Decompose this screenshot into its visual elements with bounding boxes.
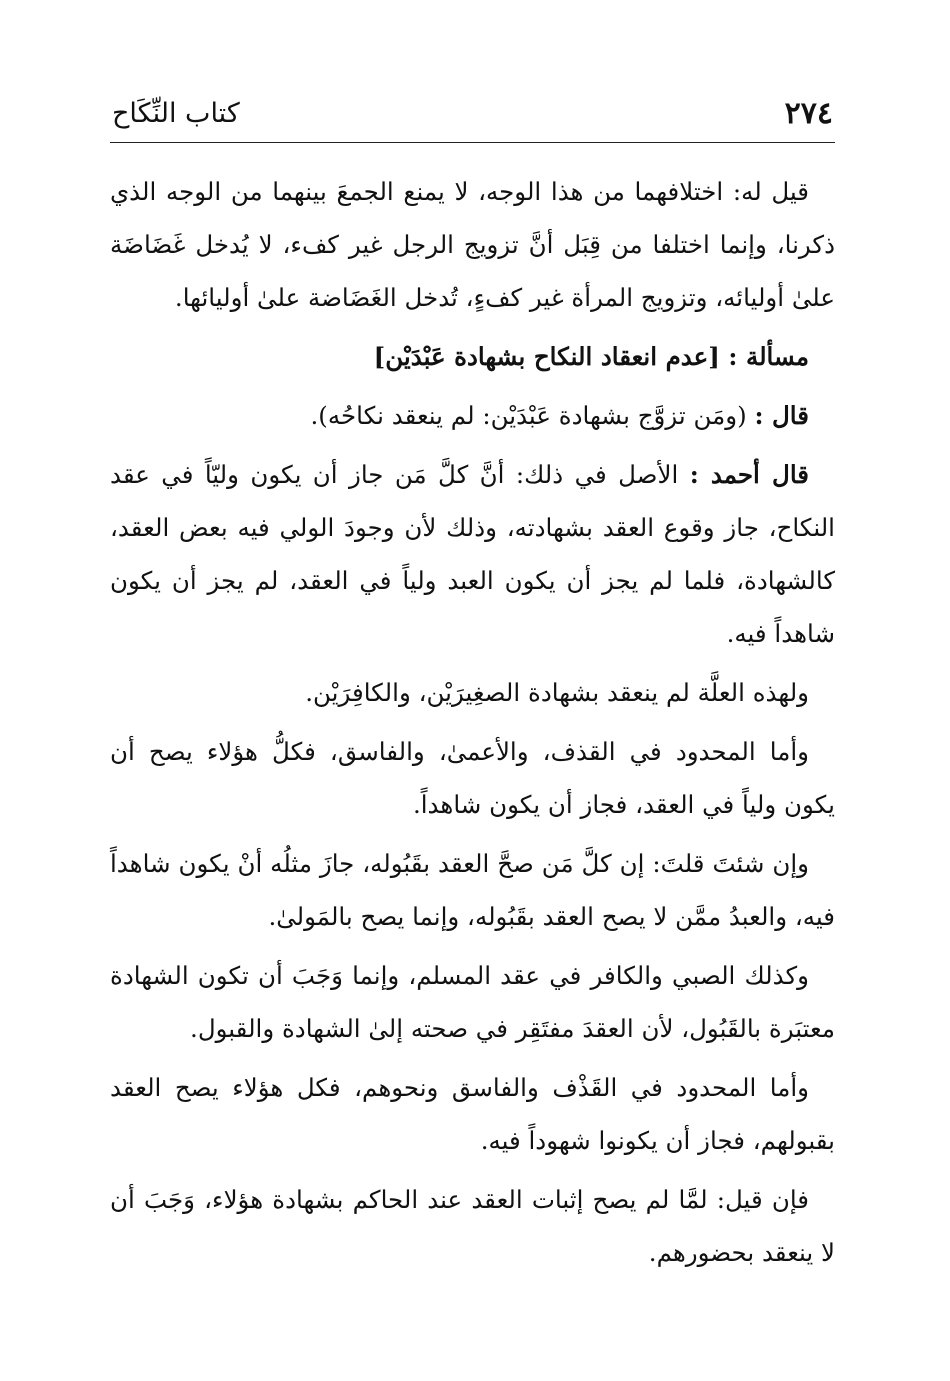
page-number: ٢٧٤	[784, 96, 833, 131]
paragraph-text: وإن شئتَ قلتَ: إن كلَّ مَن صحَّ العقد بقَبُوله، جازَ مثلُه أنْ يكون شاهداً فيه، والعبدُ ممَّن لا يصح العقد بقَبُوله، وإنما يصح بالمَولىٰ.	[110, 849, 835, 931]
paragraph-text: فإن قيل: لمَّا لم يصح إثبات العقد عند الحاكم بشهادة هؤلاء، وَجَبَ أن لا ينعقد بحضورهم.	[110, 1185, 835, 1267]
paragraph-text: وأما المحدود في القَذْف والفاسق ونحوهم، فكل هؤلاء يصح العقد بقبولهم، فجاز أن يكونوا شهوداً فيه.	[110, 1073, 835, 1155]
paragraph-text: ولهذه العلَّة لم ينعقد بشهادة الصغِيرَيْن، والكافِرَيْن.	[305, 678, 809, 707]
paragraph	[110, 1173, 835, 1279]
paragraph	[110, 666, 835, 719]
paragraph	[110, 165, 835, 324]
paragraph	[110, 389, 835, 442]
paragraph-text: الأصل في ذلك: أنَّ كلَّ مَن جاز أن يكون وليّاً في عقد النكاح، جاز وقوع العقد بشهادته، وذلك لأن وجودَ الولي فيه بعض العقد، كالشهادة، فلما لم يجز أن يكون العبد ولياً في العقد، لم يجز أن يكون شاهداً فيه.	[110, 460, 835, 648]
paragraph	[110, 949, 835, 1055]
paragraph	[110, 1061, 835, 1167]
paragraph-text: وكذلك الصبي والكافر في عقد المسلم، وإنما وَجَبَ أن تكون الشهادة معتبَرة بالقَبُول، لأن العقدَ مفتَقِر في صحته إلىٰ الشهادة والقبول.	[110, 961, 835, 1043]
issue-title: [عدم انعقاد النكاح بشهادة عَبْدَيْن]	[373, 342, 720, 371]
page-header	[110, 90, 835, 143]
paragraph	[110, 725, 835, 831]
paragraph-lead: قال أحمد :	[689, 460, 809, 489]
paragraph-lead: قال :	[754, 401, 809, 430]
paragraph-lead: مسألة :	[728, 342, 809, 371]
paragraph	[110, 837, 835, 943]
paragraph-text: وأما المحدود في القذف، والأعمىٰ، والفاسق، فكلُّ هؤلاء يصح أن يكون ولياً في العقد، فجاز أن يكون شاهداً.	[110, 737, 835, 819]
paragraph-text: (ومَن تزوَّج بشهادة عَبْدَيْن: لم ينعقد نكاحُه).	[310, 401, 747, 430]
issue-heading	[110, 330, 835, 383]
document-page	[110, 90, 835, 1285]
paragraph	[110, 448, 835, 660]
document-body	[110, 143, 835, 1279]
paragraph-text: قيل له: اختلافهما من هذا الوجه، لا يمنع الجمعَ بينهما من الوجه الذي ذكرنا، وإنما اختلفا من قِبَل أنَّ تزويج الرجل غير كفء، لا يُدخل غَضَاضَة علىٰ أوليائه، وتزويج المرأة غير كفءٍ، تُدخل الغَضَاضة علىٰ أوليائها.	[110, 177, 835, 312]
book-title: كتاب النِّكَاح	[112, 98, 240, 129]
